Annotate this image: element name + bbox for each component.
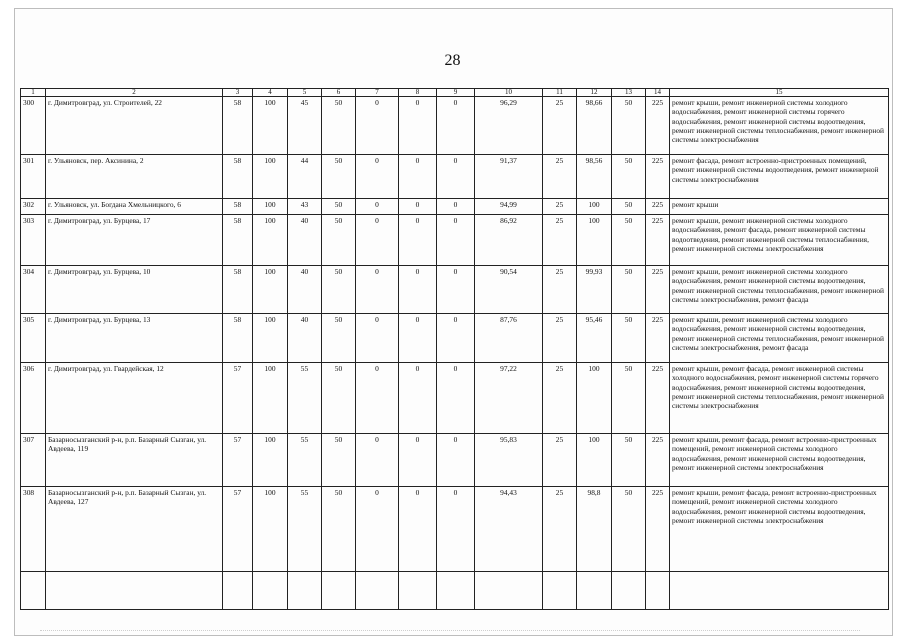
value-cell: 0	[399, 97, 437, 155]
empty-cell	[322, 572, 356, 610]
table-row	[21, 155, 889, 199]
header-row	[21, 89, 889, 97]
value-cell: 50	[322, 266, 356, 314]
value-cell: 50	[322, 215, 356, 266]
value-cell: 225	[646, 155, 670, 199]
empty-cell	[21, 572, 46, 610]
address-cell: Базарносызганский р-н, р.п. Базарный Сызган, ул. Авдеева, 119	[46, 434, 223, 487]
column-header: 12	[577, 89, 612, 97]
value-cell: 25	[543, 434, 577, 487]
value-cell: 50	[612, 363, 646, 434]
works-cell: ремонт крыши, ремонт инженерной системы холодного водоснабжения, ремонт фасада, ремонт инженерной системы водоотведения, ремонт инженерной системы теплоснабжения, ремонт инженерной системы электроснабжения	[670, 215, 889, 266]
value-cell: 55	[288, 434, 322, 487]
value-cell: 100	[253, 266, 288, 314]
value-cell: 100	[577, 199, 612, 215]
value-cell: 0	[356, 266, 399, 314]
value-cell: 0	[356, 314, 399, 363]
table-row	[21, 434, 889, 487]
value-cell: 98,66	[577, 97, 612, 155]
column-header: 13	[612, 89, 646, 97]
address-cell: г. Димитровград, ул. Гвардейская, 12	[46, 363, 223, 434]
empty-row	[21, 572, 889, 610]
empty-cell	[356, 572, 399, 610]
address-cell: г. Димитровград, ул. Бурцева, 13	[46, 314, 223, 363]
table-row	[21, 314, 889, 363]
value-cell: 0	[356, 487, 399, 572]
address-cell: г. Димитровград, ул. Бурцева, 10	[46, 266, 223, 314]
value-cell: 225	[646, 215, 670, 266]
column-header: 6	[322, 89, 356, 97]
empty-cell	[253, 572, 288, 610]
value-cell: 50	[612, 314, 646, 363]
row-number: 303	[21, 215, 46, 266]
column-header: 3	[223, 89, 253, 97]
value-cell: 225	[646, 434, 670, 487]
column-header: 2	[46, 89, 223, 97]
value-cell: 94,43	[475, 487, 543, 572]
value-cell: 50	[322, 363, 356, 434]
value-cell: 50	[612, 199, 646, 215]
row-number: 301	[21, 155, 46, 199]
empty-cell	[646, 572, 670, 610]
value-cell: 100	[577, 434, 612, 487]
value-cell: 225	[646, 363, 670, 434]
value-cell: 225	[646, 97, 670, 155]
scan-noise	[40, 630, 860, 633]
value-cell: 50	[322, 314, 356, 363]
value-cell: 25	[543, 199, 577, 215]
empty-cell	[475, 572, 543, 610]
column-header: 5	[288, 89, 322, 97]
value-cell: 58	[223, 155, 253, 199]
address-cell: г. Ульяновск, пер. Аксинина, 2	[46, 155, 223, 199]
address-cell: г. Димитровград, ул. Бурцева, 17	[46, 215, 223, 266]
value-cell: 100	[253, 97, 288, 155]
value-cell: 100	[253, 487, 288, 572]
value-cell: 25	[543, 487, 577, 572]
works-cell: ремонт крыши, ремонт фасада, ремонт встроенно-пристроенных помещений, ремонт инженерной системы холодного водоснабжения, ремонт инженерной системы водоотведения, ремонт инженерной системы электроснабжения	[670, 434, 889, 487]
value-cell: 100	[577, 215, 612, 266]
value-cell: 100	[253, 199, 288, 215]
value-cell: 225	[646, 314, 670, 363]
row-number: 304	[21, 266, 46, 314]
address-cell: г. Ульяновск, ул. Богдана Хмельницкого, 6	[46, 199, 223, 215]
value-cell: 100	[577, 363, 612, 434]
value-cell: 0	[437, 434, 475, 487]
value-cell: 87,76	[475, 314, 543, 363]
table-row	[21, 215, 889, 266]
value-cell: 0	[356, 97, 399, 155]
value-cell: 50	[612, 215, 646, 266]
column-header: 7	[356, 89, 399, 97]
value-cell: 50	[322, 487, 356, 572]
repair-table	[20, 88, 889, 610]
value-cell: 0	[437, 487, 475, 572]
column-header: 1	[21, 89, 46, 97]
empty-cell	[577, 572, 612, 610]
value-cell: 100	[253, 314, 288, 363]
value-cell: 0	[399, 155, 437, 199]
empty-cell	[288, 572, 322, 610]
table-row	[21, 487, 889, 572]
value-cell: 57	[223, 434, 253, 487]
column-header: 10	[475, 89, 543, 97]
value-cell: 100	[253, 215, 288, 266]
value-cell: 57	[223, 363, 253, 434]
empty-cell	[399, 572, 437, 610]
value-cell: 50	[322, 434, 356, 487]
column-header: 4	[253, 89, 288, 97]
empty-cell	[670, 572, 889, 610]
value-cell: 95,46	[577, 314, 612, 363]
value-cell: 95,83	[475, 434, 543, 487]
value-cell: 40	[288, 314, 322, 363]
value-cell: 0	[399, 314, 437, 363]
value-cell: 0	[356, 434, 399, 487]
value-cell: 98,56	[577, 155, 612, 199]
value-cell: 50	[612, 434, 646, 487]
value-cell: 40	[288, 215, 322, 266]
column-header: 11	[543, 89, 577, 97]
empty-cell	[223, 572, 253, 610]
value-cell: 99,93	[577, 266, 612, 314]
value-cell: 0	[399, 487, 437, 572]
row-number: 300	[21, 97, 46, 155]
value-cell: 0	[437, 199, 475, 215]
value-cell: 50	[612, 97, 646, 155]
row-number: 305	[21, 314, 46, 363]
works-cell: ремонт фасада, ремонт встроенно-пристроенных помещений, ремонт инженерной системы водоотведения, ремонт инженерной системы электроснабжения	[670, 155, 889, 199]
column-header: 8	[399, 89, 437, 97]
table-row	[21, 363, 889, 434]
empty-cell	[612, 572, 646, 610]
value-cell: 0	[356, 199, 399, 215]
value-cell: 0	[437, 266, 475, 314]
value-cell: 50	[322, 155, 356, 199]
table-row	[21, 199, 889, 215]
value-cell: 0	[399, 266, 437, 314]
value-cell: 98,8	[577, 487, 612, 572]
value-cell: 91,37	[475, 155, 543, 199]
value-cell: 40	[288, 266, 322, 314]
column-header: 15	[670, 89, 889, 97]
value-cell: 0	[399, 215, 437, 266]
value-cell: 0	[356, 215, 399, 266]
value-cell: 58	[223, 199, 253, 215]
value-cell: 225	[646, 266, 670, 314]
value-cell: 25	[543, 97, 577, 155]
value-cell: 58	[223, 215, 253, 266]
value-cell: 97,22	[475, 363, 543, 434]
works-cell: ремонт крыши, ремонт инженерной системы холодного водоснабжения, ремонт инженерной системы горячего водоснабжения, ремонт инженерной системы водоотведения, ремонт инженерной системы теплоснабжения, ремонт инженерной системы электроснабжения	[670, 97, 889, 155]
value-cell: 0	[399, 434, 437, 487]
works-cell: ремонт крыши, ремонт фасада, ремонт инженерной системы холодного водоснабжения, ремонт инженерной системы горячего водоснабжения, ремонт инженерной системы водоотведения, ремонт инженерной системы теплоснабжения, ремонт инженерной системы электроснабжения	[670, 363, 889, 434]
value-cell: 0	[437, 97, 475, 155]
table-row	[21, 97, 889, 155]
works-cell: ремонт крыши	[670, 199, 889, 215]
value-cell: 0	[437, 215, 475, 266]
value-cell: 0	[437, 314, 475, 363]
value-cell: 57	[223, 487, 253, 572]
value-cell: 100	[253, 363, 288, 434]
value-cell: 225	[646, 199, 670, 215]
value-cell: 86,92	[475, 215, 543, 266]
row-number: 308	[21, 487, 46, 572]
works-cell: ремонт крыши, ремонт инженерной системы холодного водоснабжения, ремонт инженерной системы водоотведения, ремонт инженерной системы теплоснабжения, ремонт инженерной системы электроснабжения, ремонт фасада	[670, 266, 889, 314]
value-cell: 0	[399, 363, 437, 434]
value-cell: 0	[356, 363, 399, 434]
page-number: 28	[444, 52, 461, 69]
value-cell: 25	[543, 266, 577, 314]
value-cell: 96,29	[475, 97, 543, 155]
row-number: 306	[21, 363, 46, 434]
value-cell: 90,54	[475, 266, 543, 314]
value-cell: 25	[543, 155, 577, 199]
empty-cell	[543, 572, 577, 610]
column-header: 9	[437, 89, 475, 97]
value-cell: 0	[437, 155, 475, 199]
value-cell: 55	[288, 363, 322, 434]
row-number: 307	[21, 434, 46, 487]
value-cell: 25	[543, 314, 577, 363]
value-cell: 58	[223, 266, 253, 314]
value-cell: 50	[322, 97, 356, 155]
works-cell: ремонт крыши, ремонт фасада, ремонт встроенно-пристроенных помещений, ремонт инженерной системы холодного водоснабжения, ремонт инженерной системы водоотведения, ремонт инженерной системы электроснабжения	[670, 487, 889, 572]
value-cell: 50	[322, 199, 356, 215]
address-cell: г. Димитровград, ул. Строителей, 22	[46, 97, 223, 155]
value-cell: 0	[437, 363, 475, 434]
value-cell: 94,99	[475, 199, 543, 215]
value-cell: 50	[612, 155, 646, 199]
value-cell: 50	[612, 487, 646, 572]
value-cell: 100	[253, 434, 288, 487]
value-cell: 58	[223, 97, 253, 155]
value-cell: 225	[646, 487, 670, 572]
value-cell: 0	[356, 155, 399, 199]
value-cell: 55	[288, 487, 322, 572]
value-cell: 0	[399, 199, 437, 215]
value-cell: 44	[288, 155, 322, 199]
works-cell: ремонт крыши, ремонт инженерной системы холодного водоснабжения, ремонт инженерной системы водоотведения, ремонт инженерной системы теплоснабжения, ремонт инженерной системы электроснабжения, ремонт фасада	[670, 314, 889, 363]
empty-cell	[437, 572, 475, 610]
value-cell: 25	[543, 215, 577, 266]
value-cell: 25	[543, 363, 577, 434]
address-cell: Базарносызганский р-н, р.п. Базарный Сызган, ул. Авдеева, 127	[46, 487, 223, 572]
column-header: 14	[646, 89, 670, 97]
value-cell: 100	[253, 155, 288, 199]
row-number: 302	[21, 199, 46, 215]
value-cell: 50	[612, 266, 646, 314]
value-cell: 58	[223, 314, 253, 363]
empty-cell	[46, 572, 223, 610]
table-row	[21, 266, 889, 314]
value-cell: 45	[288, 97, 322, 155]
value-cell: 43	[288, 199, 322, 215]
